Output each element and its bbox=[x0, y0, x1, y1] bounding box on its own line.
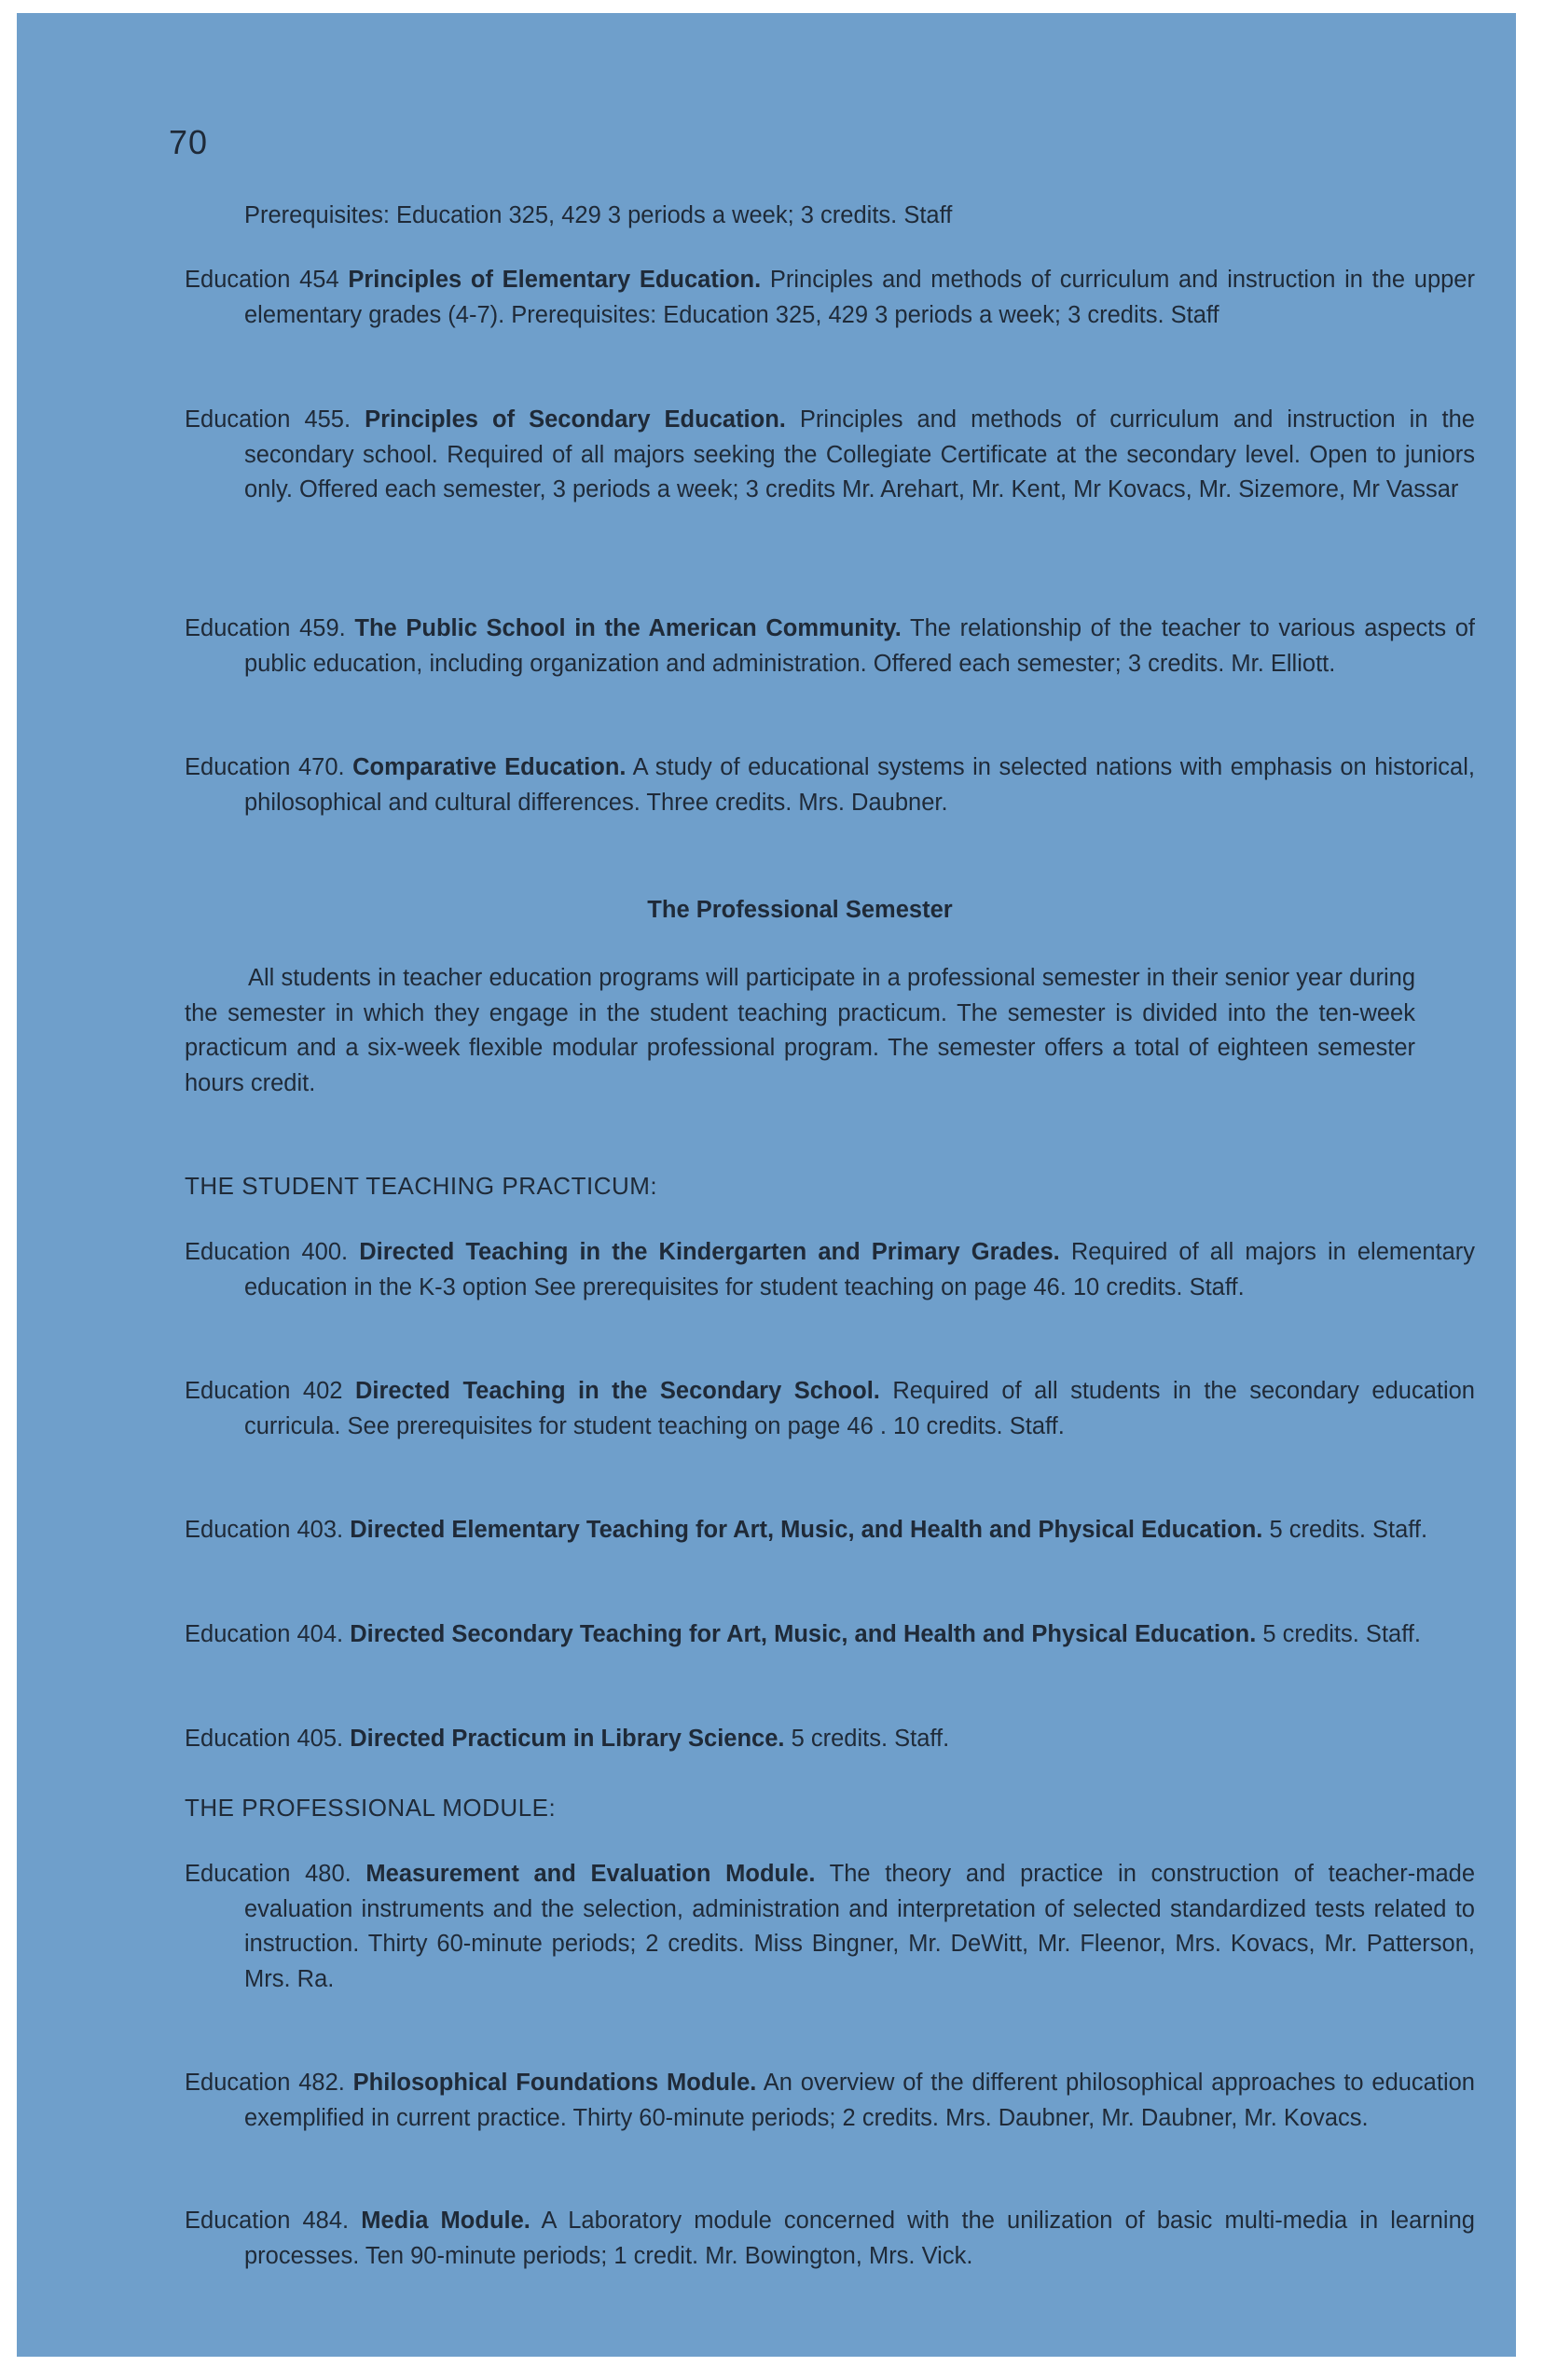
prerequisites-line: Prerequisites: Education 325, 429 3 periods a week; 3 credits. Staff bbox=[244, 202, 953, 228]
course-number: Education 402 bbox=[185, 1378, 343, 1404]
course-description: Required of all students in the secondary education curricula. See prerequisites for student teaching on page 46 . 10 credits. Staff. bbox=[244, 1378, 1475, 1439]
course-title: Directed Teaching in the Kindergarten and Primary Grades. bbox=[359, 1239, 1060, 1265]
course-entry bbox=[185, 1513, 1475, 1548]
course-description: 5 credits. Staff. bbox=[791, 1726, 950, 1752]
course-description: The relationship of the teacher to various aspects of public education, including organization and administration. Offered each semester; 3 credits. Mr. Elliott. bbox=[244, 615, 1476, 677]
course-number: Education 405. bbox=[185, 1726, 344, 1752]
course-entry bbox=[185, 612, 1475, 681]
course-description: Required of all majors in elementary education in the K-3 option See prerequisites for student teaching on page 46. 10 credits. Staff. bbox=[244, 1239, 1476, 1300]
course-entry bbox=[185, 1374, 1475, 1444]
course-number: Education 482. bbox=[185, 2070, 345, 2096]
course-description: An overview of the different philosophical approaches to education exemplified in current practice. Thirty 60-minute periods; 2 credits. Mrs. Daubner, Mr. Daubner, Mr. Kovacs. bbox=[244, 2070, 1475, 2131]
course-title: Comparative Education. bbox=[352, 754, 627, 780]
course-description: The theory and practice in construction of teacher-made evaluation instruments and the selection, administration and interpretation of selected standardized tests related to instruction. Thirty 60-minute periods; 2 credits. Miss Bingner, Mr. DeWitt, Mr. Fleenor, Mrs. Kovacs, Mr. Patterson, Mrs. Ra. bbox=[244, 1861, 1475, 1992]
course-entry bbox=[185, 403, 1475, 508]
course-entry bbox=[185, 2204, 1475, 2274]
course-title: Measurement and Evaluation Module. bbox=[365, 1861, 816, 1887]
course-title: Principles of Secondary Education. bbox=[365, 406, 786, 433]
course-description: 5 credits. Staff. bbox=[1262, 1621, 1422, 1647]
professional-semester-heading: The Professional Semester bbox=[647, 897, 953, 923]
course-entry bbox=[185, 2066, 1475, 2136]
course-number: Education 459. bbox=[185, 615, 346, 641]
course-number: Education 404. bbox=[185, 1621, 344, 1647]
course-number: Education 455. bbox=[185, 406, 351, 433]
course-entry bbox=[185, 750, 1475, 820]
course-title: Directed Practicum in Library Science. bbox=[350, 1726, 785, 1752]
course-description: Principles and methods of curriculum and instruction in the secondary school. Required of all majors seeking the Collegiate Certificate at the secondary level. Open to juniors only. Offered each semester, 3 periods a week; 3 credits Mr. Arehart, Mr. Kent, Mr Kovacs, Mr. Sizemore, Mr Vassar bbox=[244, 406, 1475, 502]
practicum-heading: THE STUDENT TEACHING PRACTICUM: bbox=[185, 1172, 658, 1200]
page-number: 70 bbox=[169, 123, 209, 161]
course-number: Education 454 bbox=[185, 267, 339, 293]
course-description: A study of educational systems in selected nations with emphasis on historical, philosophical and cultural differences. Three credits. Mrs. Daubner. bbox=[244, 754, 1475, 816]
course-number: Education 484. bbox=[185, 2208, 350, 2234]
course-title: Principles of Elementary Education. bbox=[348, 267, 762, 293]
course-entry bbox=[185, 1617, 1475, 1653]
course-title: Directed Elementary Teaching for Art, Music, and Health and Physical Education. bbox=[350, 1517, 1263, 1543]
catalog-page bbox=[17, 13, 1516, 2357]
course-entry bbox=[185, 1235, 1475, 1305]
course-entry bbox=[185, 263, 1475, 333]
course-title: Directed Secondary Teaching for Art, Music, and Health and Physical Education. bbox=[350, 1621, 1257, 1647]
course-number: Education 470. bbox=[185, 754, 345, 780]
course-number: Education 480. bbox=[185, 1861, 351, 1887]
professional-semester-paragraph: All students in teacher education programs will participate in a professional semester in their senior year during the semester in which they engage in the student teaching practicum. The semester is divided into the ten-week practicum and a six-week flexible modular professional program. The semester offers a total of eighteen semester hours credit. bbox=[185, 965, 1415, 1096]
course-entry bbox=[185, 1857, 1475, 1997]
course-title: Media Module. bbox=[361, 2208, 530, 2234]
course-description: 5 credits. Staff. bbox=[1269, 1517, 1428, 1543]
course-description: Principles and methods of curriculum and instruction in the upper elementary grades (4-7). Prerequisites: Education 325, 429 3 periods a week; 3 credits. Staff bbox=[244, 267, 1475, 328]
course-entry bbox=[185, 1722, 1475, 1757]
course-number: Education 403. bbox=[185, 1517, 344, 1543]
course-title: Philosophical Foundations Module. bbox=[352, 2070, 757, 2096]
course-description: A Laboratory module concerned with the unilization of basic multi-media in learning processes. Ten 90-minute periods; 1 credit. Mr. Bowington, Mrs. Vick. bbox=[244, 2208, 1475, 2269]
course-title: The Public School in the American Community. bbox=[354, 615, 902, 641]
module-heading: THE PROFESSIONAL MODULE: bbox=[185, 1794, 557, 1822]
course-number: Education 400. bbox=[185, 1239, 349, 1265]
course-title: Directed Teaching in the Secondary School. bbox=[354, 1378, 880, 1404]
